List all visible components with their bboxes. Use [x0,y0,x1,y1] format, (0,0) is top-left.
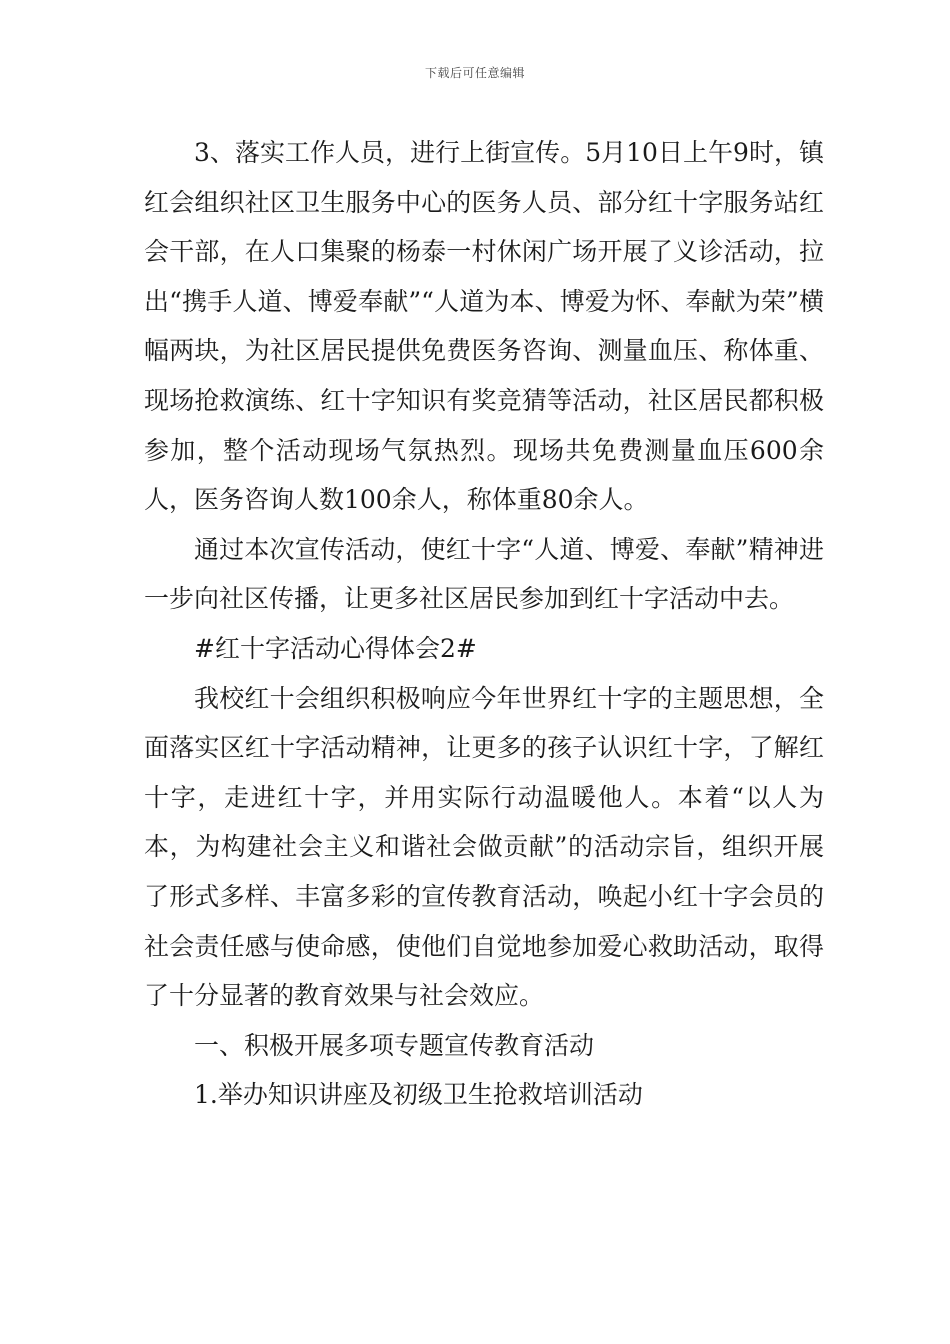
document-body [144,128,824,1120]
page-header: 下载后可任意编辑 [424,66,525,80]
heading-part-one: 一、积极开展多项专题宣传教育活动 [194,1030,595,1060]
paragraph-street-publicity: 3、落实工作人员，进行上街宣传。5月10日上午9时，镇红会组织社区卫生服务中心的医务人员、部分红十字服务站红会干部，在人口集聚的杨泰一村休闲广场开展了义诊活动，拉出“携手人道、博爱奉献”“人道为本、博爱为怀、奉献为荣”横幅两块，为社区居民提供免费医务咨询、测量血压、称体重、现场抢救演练、红十字知识有奖竞猜等活动，社区居民都积极参加，整个活动现场气氛热烈。现场共免费测量血压600余人，医务咨询人数100余人，称体重80余人。 [144,138,824,515]
heading-item-one: 1.举办知识讲座及初级卫生抢救培训活动 [194,1080,643,1110]
paragraph-school-red-cross: 我校红十会组织积极响应今年世界红十字的主题思想，全面落实区红十字活动精神，让更多的孩子认识红十字，了解红十字，走进红十字，并用实际行动温暖他人。本着“以人为本，为构建社会主义和谐社会做贡献”的活动宗旨，组织开展了形式多样、丰富多彩的宣传教育活动，唤起小红十字会员的社会责任感与使命感，使他们自觉地参加爱心救助活动，取得了十分显著的教育效果与社会效应。 [144,683,824,1011]
section-title-experience-2: #红十字活动心得体会2# [194,633,477,663]
paragraph-activity-result: 通过本次宣传活动，使红十字“人道、博爱、奉献”精神进一步向社区传播，让更多社区居民参加到红十字活动中去。 [144,534,824,614]
